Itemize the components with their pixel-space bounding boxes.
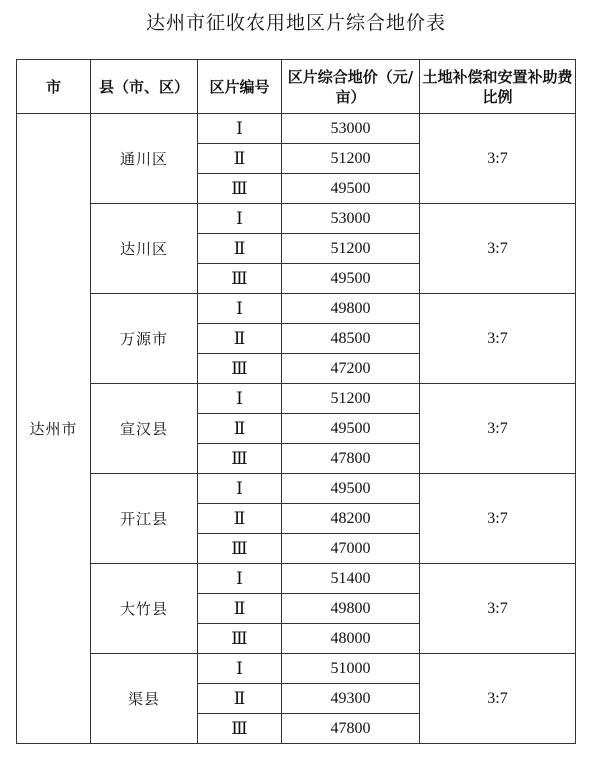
header-row [17,60,576,114]
land-price-table [16,59,576,744]
price-cell: 51200 [282,234,420,264]
price-cell: 47800 [282,444,420,474]
zone-cell: Ⅱ [198,144,282,174]
header-county: 县（市、区） [91,60,198,114]
zone-cell: Ⅲ [198,624,282,654]
price-cell: 49500 [282,474,420,504]
zone-cell: Ⅰ [198,384,282,414]
zone-cell: Ⅱ [198,414,282,444]
county-cell: 渠县 [91,654,198,744]
zone-cell: Ⅲ [198,714,282,744]
zone-cell: Ⅰ [198,114,282,144]
table-body [17,114,576,744]
price-cell: 51400 [282,564,420,594]
zone-cell: Ⅱ [198,594,282,624]
ratio-cell: 3:7 [420,384,576,474]
price-cell: 53000 [282,114,420,144]
price-cell: 48200 [282,504,420,534]
county-cell: 达川区 [91,204,198,294]
zone-cell: Ⅱ [198,234,282,264]
price-cell: 49300 [282,684,420,714]
price-cell: 51200 [282,144,420,174]
county-cell: 万源市 [91,294,198,384]
zone-cell: Ⅲ [198,534,282,564]
zone-cell: Ⅰ [198,204,282,234]
county-cell: 开江县 [91,474,198,564]
city-cell: 达州市 [17,114,91,744]
ratio-cell: 3:7 [420,204,576,294]
table-row [17,474,576,504]
ratio-cell: 3:7 [420,564,576,654]
price-cell: 53000 [282,204,420,234]
county-cell: 宣汉县 [91,384,198,474]
price-cell: 49800 [282,594,420,624]
header-ratio: 土地补偿和安置补助费比例 [420,60,576,114]
table-row [17,384,576,414]
ratio-cell: 3:7 [420,294,576,384]
zone-cell: Ⅱ [198,324,282,354]
price-cell: 49500 [282,264,420,294]
table-row [17,294,576,324]
ratio-cell: 3:7 [420,654,576,744]
price-cell: 47800 [282,714,420,744]
price-cell: 49800 [282,294,420,324]
header-price: 区片综合地价（元/亩） [282,60,420,114]
header-city: 市 [17,60,91,114]
price-cell: 48000 [282,624,420,654]
table-row [17,564,576,594]
zone-cell: Ⅰ [198,654,282,684]
zone-cell: Ⅲ [198,174,282,204]
zone-cell: Ⅰ [198,474,282,504]
zone-cell: Ⅲ [198,444,282,474]
price-cell: 47200 [282,354,420,384]
county-cell: 大竹县 [91,564,198,654]
table-row [17,204,576,234]
table-row [17,114,576,144]
zone-cell: Ⅲ [198,354,282,384]
zone-cell: Ⅰ [198,294,282,324]
zone-cell: Ⅰ [198,564,282,594]
table-row [17,654,576,684]
price-cell: 51200 [282,384,420,414]
zone-cell: Ⅱ [198,684,282,714]
county-cell: 通川区 [91,114,198,204]
price-cell: 51000 [282,654,420,684]
ratio-cell: 3:7 [420,474,576,564]
page-title: 达州市征收农用地区片综合地价表 [145,12,446,34]
price-cell: 49500 [282,174,420,204]
zone-cell: Ⅱ [198,504,282,534]
header-zone: 区片编号 [198,60,282,114]
ratio-cell: 3:7 [420,114,576,204]
price-cell: 47000 [282,534,420,564]
price-cell: 49500 [282,414,420,444]
zone-cell: Ⅲ [198,264,282,294]
price-cell: 48500 [282,324,420,354]
